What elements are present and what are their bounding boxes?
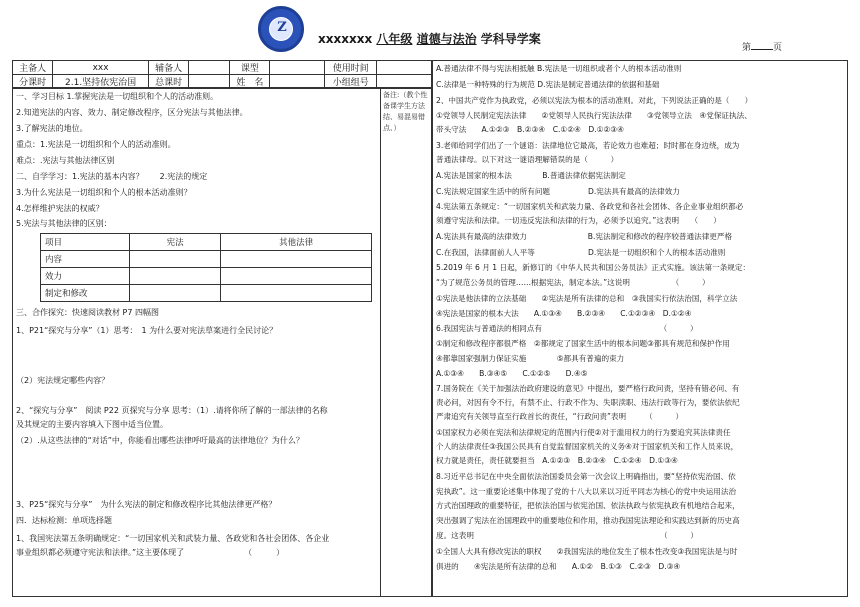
meta-cell[interactable] xyxy=(270,61,325,75)
page-number xyxy=(742,40,782,53)
question-line: 8.习近平总书记在中央全面依法治国委员会第一次会议上明确指出，要“坚持依宪治国、依 xyxy=(436,472,736,481)
self-study-line: 4.怎样维护宪法的权威？ xyxy=(16,204,104,213)
title-doc-type: 学科导学案 xyxy=(480,32,541,46)
question-line: 4.宪法第五条规定：“一切国家机关和武装力量、各政党和各社会团体、各企业事业组织都必 xyxy=(436,202,744,211)
key-point-line: 重点：1.宪法是一切组织和个人的活动准则。 xyxy=(16,140,176,149)
question-line: ①宪法是他法律的立法基础 ②宪法是所有法律的总和 ③我国实行依法治国，科学立法 xyxy=(436,294,738,303)
question-line: 事业组织都必须遵守宪法和法律。”这主要体现了 （ ） xyxy=(16,548,285,557)
question-line: 度。这表明 （ ） xyxy=(436,531,698,540)
table-row xyxy=(41,285,372,302)
self-study-line: 二、自学学习：1.宪法的基本内容？ 2.宪法的规定 xyxy=(16,172,208,181)
question-line: ①全国人大具有修改宪法的职权 ②我国宪法的地位发生了根本性改变③我国宪法是与时 xyxy=(436,547,738,556)
page-label-pre: 第 xyxy=(742,43,752,53)
question-line: ①制定和修改程序都很严格 ②都规定了国家生活中的根本问题③都具有规范和保护作用 xyxy=(436,339,730,348)
page-number-blank[interactable] xyxy=(751,49,773,50)
question-line: 带头守法 A.①②③ B.②③④ C.①②④ D.①②③④ xyxy=(436,125,624,134)
question-line: A.宪法是国家的根本法 B.普通法律依据宪法制定 xyxy=(436,171,626,180)
table-row xyxy=(41,234,372,251)
table-header: 项目 xyxy=(41,234,130,251)
question-line: A.宪法具有最高的法律效力 B.宪法制定和修改的程序较普通法律更严格 xyxy=(436,232,733,241)
question-line: 俱进的 ④宪法是所有法律的总和 A.①② B.①③ C.②③ D.③④ xyxy=(436,562,681,571)
question-line: ①国家权力必须在宪法和法律规定的范围内行使②对于滥用权力的行为要追究其法律责任 xyxy=(436,428,731,437)
question-line: 突出强调了宪法在治国理政中的重要地位和作用，推动我国宪法理论和实践达到新的历史高 xyxy=(436,516,740,525)
learning-goal-line: 3.了解宪法的地位。 xyxy=(16,124,88,133)
question-line: ④宪法是国家的根本大法 A.①③④ B.②③④ C.①②③④ D.①②④ xyxy=(436,309,692,318)
question-line: ④都靠国家强制力保证实施 ⑤都具有普遍的束力 xyxy=(436,354,625,363)
explore-line: 2、“探究与分享” 阅读 P22 页探究与分享 思考：（1）.请将你所了解的一部法律的名称 xyxy=(16,406,328,415)
table-cell[interactable] xyxy=(130,251,221,268)
question-line: ①党领导人民制定宪法法律 ②党领导人民执行宪法法律 ③党领导立法 ④党保证执法、 xyxy=(436,111,752,120)
school-logo-icon xyxy=(258,6,304,52)
explore-line: 1、P21“探究与分享”（1）思考： 1 为什么要对宪法草案进行全民讨论？ xyxy=(16,326,278,335)
question-line: 宪执政”。这一重要论述集中体现了党的十八大以来以习近平同志为核心的党中央运用法治 xyxy=(436,487,737,496)
table-cell[interactable] xyxy=(221,251,372,268)
meta-cell: 课型 xyxy=(230,61,270,75)
title-prefix: xxxxxxx xyxy=(318,32,373,46)
test-heading: 四．达标检测：单项选择题 xyxy=(16,516,112,525)
learning-goal-line: 2.知道宪法的内容、效力、制定修改程序，区分宪法与其他法律。 xyxy=(16,108,248,117)
question-line: 3.老师给同学们出了一个谜语：法律地位它最高，若论效力也难超；时时都在身边绕，成为 xyxy=(436,141,740,150)
meta-cell: 2.1.坚持依宪治国 xyxy=(53,75,149,89)
question-line: 6.我国宪法与普通法的相同点有 （ ） xyxy=(436,324,698,333)
table-row-label: 内容 xyxy=(41,251,130,268)
meta-cell: xxx xyxy=(53,61,149,75)
explore-line: （2）.从这些法律的“对话”中，你能看出哪些法律呼吁最高的法律地位？为什么？ xyxy=(16,436,304,445)
question-line: 方式治国理政的重要特征，把依法治国与依宪治国、依法执政与依宪执政有机地结合起来， xyxy=(436,501,740,510)
table-row xyxy=(41,268,372,285)
table-cell[interactable] xyxy=(221,268,372,285)
explore-line: （2）宪法规定哪些内容？ xyxy=(16,376,110,385)
self-study-line: 5.宪法与其他法律的区别： xyxy=(16,219,112,228)
table-cell[interactable] xyxy=(130,268,221,285)
table-cell[interactable] xyxy=(221,285,372,302)
title-subject: 道德与法治 xyxy=(416,32,477,46)
comparison-table xyxy=(40,233,372,302)
explore-line: 三、合作探究：快速阅读教材 P7 四幅图 xyxy=(16,308,159,317)
meta-cell: 主备人 xyxy=(13,61,53,75)
self-study-line: 3.为什么宪法是一切组织和个人的根本活动准则？ xyxy=(16,188,192,197)
meta-row xyxy=(13,61,432,75)
table-row-label: 制定和修改 xyxy=(41,285,130,302)
question-line: C.法律是一种特殊的行为规范 D.宪法是制定普通法律的依据和基础 xyxy=(436,80,660,89)
title-grade: 八年级 xyxy=(376,32,413,46)
meta-cell: 小组组号 xyxy=(325,75,377,89)
meta-cell: 使用时间 xyxy=(325,61,377,75)
table-row xyxy=(41,251,372,268)
question-line: A.①③④ B.③④⑤ C.①②⑤ D.④⑤ xyxy=(436,369,588,378)
question-line: A.普通法律不得与宪法相抵触 B.宪法是一切组织或者个人的根本活动准则 xyxy=(436,64,682,73)
question-line: 权力就是责任，责任就要担当 A.①②③ B.②③④ C.①②④ D.①③④ xyxy=(436,456,678,465)
note-column xyxy=(380,87,432,597)
question-line: 2、中国共产党作为执政党，必须以宪法为根本的活动准则。对此，下列说法正确的是（ ） xyxy=(436,96,753,105)
question-line: C.宪法规定国家生活中的所有问题 D.宪法具有最高的法律效力 xyxy=(436,187,680,196)
table-row-label: 效力 xyxy=(41,268,130,285)
meta-cell[interactable] xyxy=(377,61,432,75)
explore-line: 及其规定的主要内容填入下图中适当位置。 xyxy=(16,420,168,429)
note-text: 备注:（教个性备课学生方法结、易混易错点、） xyxy=(383,91,428,132)
page-label-post: 页 xyxy=(773,43,783,53)
question-line: 严肃追究有关领导直至行政首长的责任，“行政问责”表明 （ ） xyxy=(436,412,684,421)
question-line: 普通法律母。以下对这一谜语理解错误的是（ ） xyxy=(436,155,619,164)
logo-center-icon xyxy=(269,17,293,41)
question-line: 须遵守宪法和法律。一切违反宪法和法律的行为，必须予以追究。”这表明 （ ） xyxy=(436,216,721,225)
question-line: 7.国务院在《关于加强法治政府建设的意见》中提出，要严格行政问责，坚持有错必问、有 xyxy=(436,384,740,393)
table-header: 宪法 xyxy=(130,234,221,251)
page-title xyxy=(318,30,541,47)
difficulty-line: 难点：.宪法与其他法律区别 xyxy=(16,156,115,165)
question-line: “为了规范公务员的管理……根据宪法，制定本法。”这说明 （ ） xyxy=(436,278,710,287)
learning-goal-line: 一、学习目标 1.掌握宪法是一切组织和个人的活动准则。 xyxy=(16,92,219,101)
question-line: C.在我国，法律面前人人平等 D.宪法是一切组织和个人的根本活动准则 xyxy=(436,248,726,257)
explore-line: 3、P25“探究与分享” 为什么宪法的制定和修改程序比其他法律更严格？ xyxy=(16,500,277,509)
question-line: 责必问，对因有令不行，有禁不止、行政不作为、失职渎职、违法行政等行为，要依法依纪 xyxy=(436,398,740,407)
table-cell[interactable] xyxy=(130,285,221,302)
logo-letter: Z xyxy=(277,20,287,35)
question-line: 1、我国宪法第五条明确规定：“一切国家机关和武装力量、各政党和各社会团体、各企业 xyxy=(16,534,330,543)
question-line: 个人的法律责任③我国公民具有自觉监督国家机关的义务④对于国家机关和工作人员来说， xyxy=(436,442,739,451)
meta-cell: 姓 名 xyxy=(230,75,270,89)
question-line: 5.2019 年 6 月 1 日起，新修订的《中华人民共和国公务员法》正式实施。该法第一条规定： xyxy=(436,263,751,272)
meta-cell: 总课时 xyxy=(148,75,188,89)
meta-cell[interactable] xyxy=(189,61,230,75)
meta-table xyxy=(12,60,432,89)
table-header: 其他法律 xyxy=(221,234,372,251)
meta-cell: 分课时 xyxy=(13,75,53,89)
meta-cell: 辅备人 xyxy=(148,61,188,75)
